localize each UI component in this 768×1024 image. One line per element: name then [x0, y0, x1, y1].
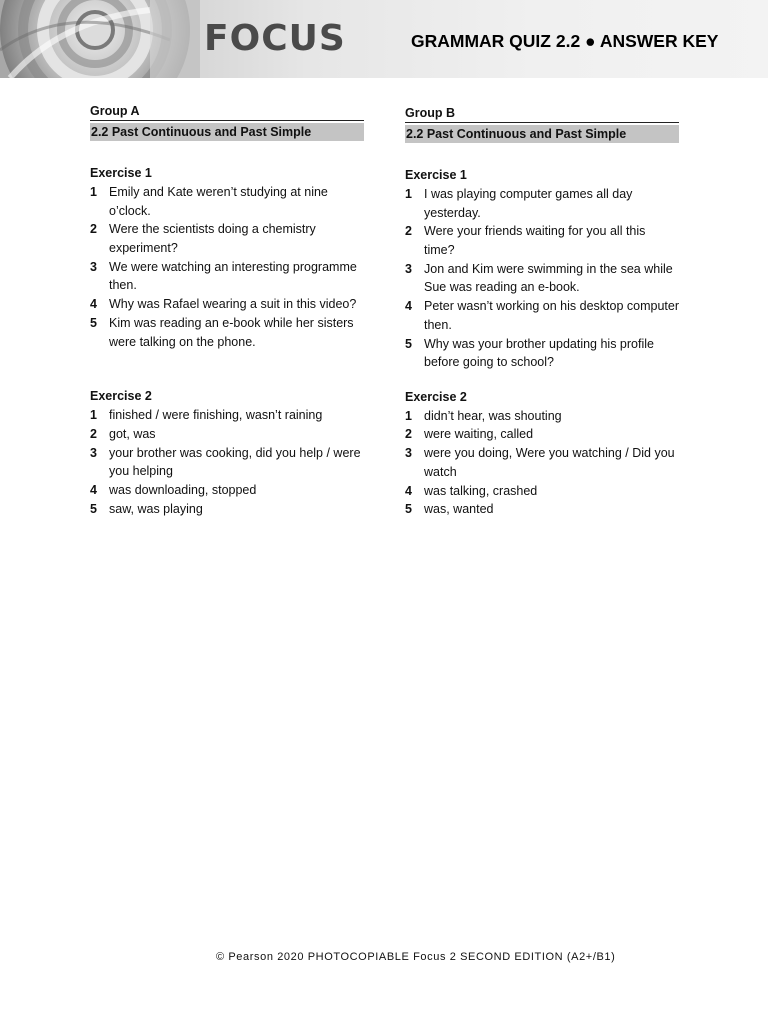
item-number: 4	[90, 483, 97, 498]
exercise-2-list	[90, 406, 364, 518]
exercise-2-list	[405, 407, 679, 519]
group-b-column	[405, 105, 679, 519]
item-number: 1	[405, 187, 412, 201]
item-number: 3	[90, 445, 97, 460]
item-text: Were the scientists doing a chemistry experiment?	[109, 222, 316, 255]
section-heading: 2.2 Past Continuous and Past Simple	[405, 125, 679, 143]
item-text: were you doing, Were you watching / Did you watch	[424, 446, 675, 479]
item-text: I was playing computer games all day yesterday.	[424, 187, 633, 220]
group-a-column	[90, 103, 364, 519]
item-text: didn’t hear, was shouting	[424, 408, 562, 423]
group-title: Group A	[90, 103, 364, 121]
item-text: saw, was playing	[109, 501, 203, 516]
list-item	[405, 407, 679, 426]
item-text: Emily and Kate weren’t studying at nine o’clock.	[109, 185, 328, 218]
list-item	[405, 260, 679, 297]
item-number: 5	[90, 315, 97, 330]
page-footer: © Pearson 2020 PHOTOCOPIABLE Focus 2 SECOND EDITION (A2+/B1)	[216, 951, 616, 963]
item-text: were waiting, called	[424, 427, 534, 442]
item-number: 2	[405, 224, 412, 239]
list-item	[90, 500, 364, 519]
list-item	[90, 258, 364, 295]
item-number: 1	[90, 408, 97, 423]
item-text: got, was	[109, 426, 156, 441]
item-text: Jon and Kim were swimming in the sea while Sue was reading an e-book.	[424, 261, 673, 295]
group-title: Group B	[405, 105, 679, 123]
list-item	[405, 425, 679, 444]
item-number: 2	[90, 222, 97, 237]
exercise-2-title: Exercise 2	[90, 389, 152, 404]
item-number: 3	[405, 446, 412, 461]
list-item	[90, 295, 364, 314]
item-number: 4	[405, 299, 412, 314]
exercise-2-title: Exercise 2	[405, 389, 467, 404]
item-number: 5	[405, 502, 412, 517]
list-item	[90, 425, 364, 444]
item-number: 2	[90, 426, 97, 441]
exercise-1-title: Exercise 1	[90, 166, 152, 180]
item-text: Peter wasn’t working on his desktop computer then.	[424, 299, 679, 332]
list-item	[405, 222, 679, 259]
list-item	[90, 406, 364, 425]
item-number: 1	[405, 408, 412, 423]
item-number: 5	[90, 501, 97, 516]
item-number: 3	[90, 259, 97, 274]
list-item	[90, 481, 364, 500]
header-banner	[0, 0, 768, 78]
exercise-1-list	[405, 185, 679, 372]
item-number: 5	[405, 336, 412, 351]
item-text: Kim was reading an e-book while her sisters were talking on the phone.	[109, 315, 354, 349]
item-text: Were your friends waiting for you all this time?	[424, 224, 646, 257]
item-number: 4	[90, 297, 97, 312]
list-item	[405, 335, 679, 372]
list-item	[405, 185, 679, 222]
focus-swirl-icon	[0, 0, 200, 78]
item-text: We were watching an interesting programme then.	[109, 259, 357, 293]
exercise-1-title: Exercise 1	[405, 168, 467, 182]
item-text: Why was your brother updating his profile before going to school?	[424, 336, 654, 370]
list-item	[90, 183, 364, 220]
item-text: your brother was cooking, did you help / were you helping	[109, 445, 361, 479]
list-item	[405, 297, 679, 334]
list-item	[90, 314, 364, 351]
list-item	[90, 220, 364, 257]
list-item	[405, 444, 679, 481]
item-number: 2	[405, 427, 412, 442]
item-text: finished / were finishing, wasn’t raining	[109, 408, 323, 423]
list-item	[405, 500, 679, 519]
item-text: Why was Rafael wearing a suit in this video?	[109, 297, 357, 312]
item-text: was downloading, stopped	[109, 483, 257, 498]
item-number: 1	[90, 185, 97, 199]
exercise-1-list	[90, 183, 364, 351]
list-item	[90, 444, 364, 481]
page-title: GRAMMAR QUIZ 2.2 ● ANSWER KEY	[411, 31, 719, 51]
item-number: 4	[405, 483, 412, 498]
brand-logo-text: FOCUS	[204, 18, 346, 59]
section-heading: 2.2 Past Continuous and Past Simple	[90, 123, 364, 141]
item-text: was, wanted	[424, 502, 494, 517]
item-number: 3	[405, 261, 412, 276]
list-item	[405, 482, 679, 501]
item-text: was talking, crashed	[424, 483, 538, 498]
